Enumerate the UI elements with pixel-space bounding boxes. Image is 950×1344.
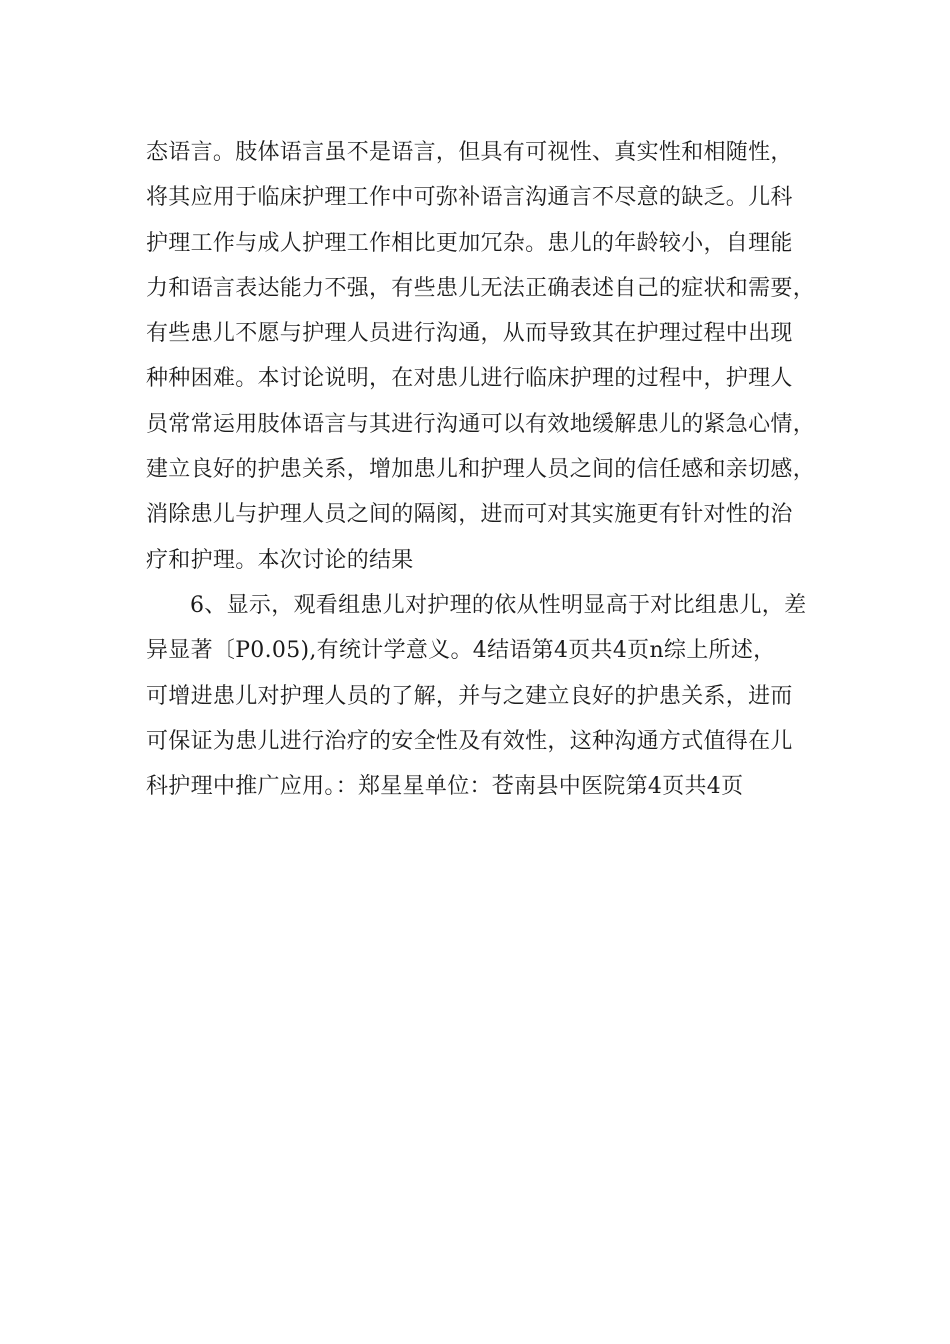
text-line: 可增进患儿对护理人员的了解，并与之建立良好的护患关系，进而: [146, 683, 793, 709]
text-line: 护理工作与成人护理工作相比更加冗杂。患儿的年龄较小，自理能: [146, 230, 793, 256]
text-line: 可保证为患儿进行治疗的安全性及有效性，这种沟通方式值得在儿: [146, 728, 793, 754]
text-line: 异显著〔P0.05),有统计学意义。4结语第4页共4页n综上所述，: [146, 638, 776, 664]
text-line: 力和语言表达能力不强，有些患儿无法正确表述自己的症状和需要，: [146, 275, 816, 301]
text-line: 疗和护理。本次讨论的结果: [146, 547, 414, 573]
text-line: 消除患儿与护理人员之间的隔阂，进而可对其实施更有针对性的治: [146, 502, 793, 528]
text-line: 将其应用于临床护理工作中可弥补语言沟通言不尽意的缺乏。儿科: [146, 185, 793, 211]
text-line: 建立良好的护患关系，增加患儿和护理人员之间的信任感和亲切感，: [146, 457, 816, 483]
body-text: [146, 133, 836, 812]
text-line: 种种困难。本讨论说明，在对患儿进行临床护理的过程中，护理人: [146, 366, 793, 392]
text-line-paragraph-start: 6、显示，观看组患儿对护理的依从性明显高于对比组患儿，差: [190, 592, 807, 618]
text-line: 态语言。肢体语言虽不是语言，但具有可视性、真实性和相随性，: [146, 140, 793, 165]
text-line: 员常常运用肢体语言与其进行沟通可以有效地缓解患儿的紧急心情，: [146, 411, 816, 437]
text-line: 科护理中推广应用。：郑星星单位：苍南县中医院第4页共4页: [146, 774, 744, 800]
text-line: 有些患儿不愿与护理人员进行沟通，从而导致其在护理过程中出现: [146, 321, 793, 347]
